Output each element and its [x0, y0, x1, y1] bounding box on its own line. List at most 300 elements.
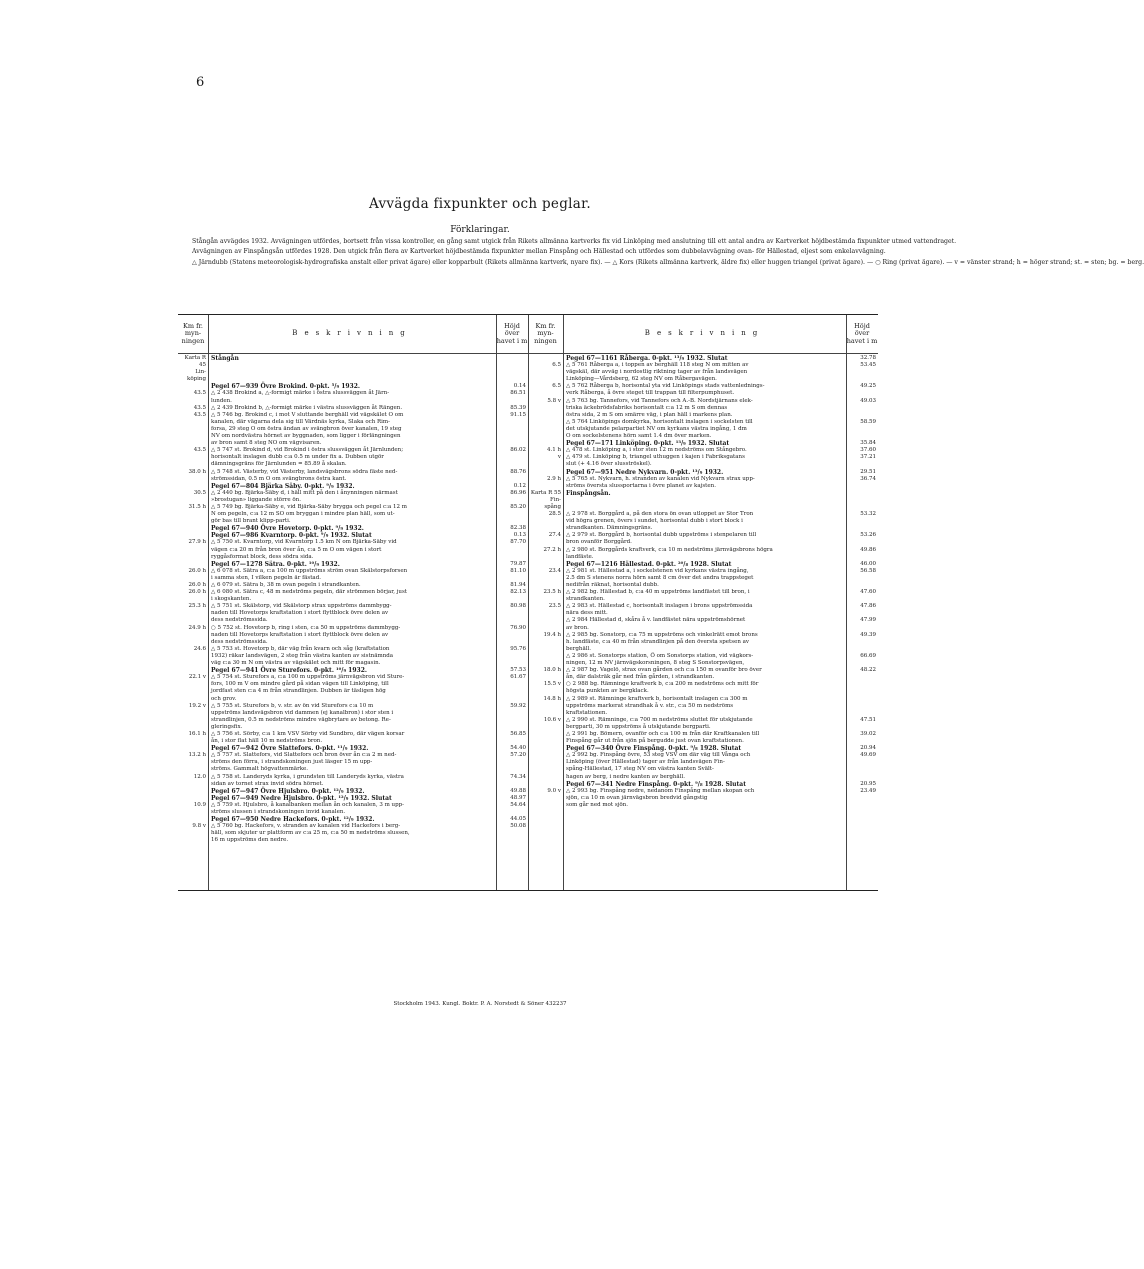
height-cell: 20.94 [860, 745, 876, 752]
table-row [528, 781, 878, 788]
height-cell: 44.05 [510, 816, 526, 823]
table-row [178, 632, 528, 639]
table-row [178, 696, 528, 703]
description-cell: vägen c:a 20 m från bron över ån, c:a 5 m O om vägen i stort [211, 546, 382, 553]
height-cell: 20.95 [860, 780, 876, 787]
description-cell: ströms översta slussportarna i övre planet av kajsten. [566, 482, 716, 489]
description-cell: i samma sten, I vilken pegeln är fästad. [211, 574, 321, 581]
km-cell [528, 405, 563, 412]
height-cell [846, 412, 878, 419]
height-cell [496, 426, 528, 433]
table-row [178, 639, 528, 646]
height-cell [846, 518, 878, 525]
table-row [528, 554, 878, 561]
height-cell [846, 795, 878, 802]
description-cell: uppströms landsvägsbron vid dammen (ej kanalbron) i stor sten i [211, 709, 394, 716]
table-row [178, 795, 528, 802]
km-cell: Karta R 55 [530, 489, 561, 496]
km-cell: 16.1 h [188, 730, 206, 737]
description-cell: dess nedströmssida. [211, 617, 268, 624]
table-row [178, 447, 528, 454]
table-row [178, 809, 528, 816]
description-cell: Pegel 67—804 Bjärka Säby. 0-pkt. ⁹/₉ 1932. [211, 482, 355, 490]
height-cell [846, 426, 878, 433]
height-cell: 85.39 [510, 404, 526, 411]
page-number: 6 [196, 75, 205, 90]
km-cell [528, 390, 563, 397]
description-cell: spång-Hällestad, 17 steg NV om västra kanten Svält- [566, 766, 714, 773]
table-row [178, 837, 528, 844]
description-cell: ströms slussen i strandskoningen invid kanalen. [211, 809, 346, 815]
height-cell [496, 617, 528, 624]
description-cell: horisontalt inslagen dubb c:a 0.5 m under fix a. Dubben utgör [211, 454, 384, 461]
intro-paragraph: Stångån avvägdes 1932. Avvägningen utfördes, bortsett från vissa kontroller, en gång samt utgick från Rikets allmänna kartverks fix vid Linköping med anslutning till ett antal andra av Kartverket höjdbestämda fixpunkter utmed vattendraget. [192, 238, 957, 245]
description-cell: △ 5 765 st. Nykvarn, h. stranden av kanalen vid Nykvarn strax upp- [566, 475, 755, 482]
description-cell: Pegel 67—942 Övre Slattefors. 0-pkt. ¹¹/₉ 1932. [211, 745, 369, 753]
description-cell: strandlinjen, 0.5 m nedströms mindre vägbrytare av betong. Re- [211, 716, 391, 723]
table-row [178, 589, 528, 596]
height-cell: 47.86 [860, 603, 876, 610]
height-cell: 47.99 [860, 617, 876, 624]
km-cell [178, 759, 208, 766]
table-row [528, 589, 878, 596]
table-row [178, 355, 528, 369]
description-cell: Pegel 67—1161 Råberga. 0-pkt. ¹³/₉ 1932. Slutat [566, 355, 728, 362]
height-cell [846, 504, 878, 511]
km-cell [528, 596, 563, 603]
height-cell [846, 575, 878, 582]
km-cell [528, 738, 563, 745]
intro-text [178, 238, 1144, 269]
table-row [178, 390, 528, 397]
description-cell: Pegel 67—1216 Hällestad. 0-pkt. ²⁰/₈ 1928. Slutat [566, 560, 732, 568]
description-cell: Linköping—Vårdsberg, 62 steg NV om Råbergavägen. [566, 376, 717, 383]
height-cell [496, 653, 528, 660]
km-cell [528, 376, 563, 383]
table-row [528, 490, 878, 497]
description-cell: Pegel 67—941 Övre Sturefors. 0-pkt. ¹⁰/₉ 1932. [211, 667, 367, 675]
header-height-right: Höjd över havet i m [846, 321, 878, 345]
km-cell [528, 724, 563, 731]
table-row [178, 554, 528, 561]
height-cell [496, 717, 528, 724]
km-cell [528, 653, 563, 660]
km-cell [178, 511, 208, 518]
km-cell: Lin- [195, 369, 206, 376]
table-row [528, 617, 878, 624]
description-cell: △ 2 987 bg. Vagelö, strax ovan gården och c:a 150 m ovanför bro över [566, 667, 762, 674]
description-cell: och grov. [211, 695, 237, 702]
height-cell: 76.90 [510, 624, 526, 631]
height-cell [496, 497, 528, 504]
km-cell [178, 738, 208, 745]
height-cell [496, 454, 528, 461]
km-cell [178, 667, 208, 674]
height-cell [846, 802, 878, 809]
height-cell: 61.67 [510, 674, 526, 681]
height-cell [846, 525, 878, 532]
description-cell: i skogskanten. [211, 596, 252, 603]
height-cell [496, 766, 528, 773]
description-cell: △ 5 753 st. Hovetorp b, där väg från kvarn och såg (kraftstation [211, 645, 390, 652]
description-cell: 16 m uppströms den nedre. [211, 837, 289, 844]
table-row [178, 703, 528, 710]
description-cell: verk Råberga, å övre steget till trappan till filterpumphuset. [566, 390, 735, 397]
km-cell [528, 461, 563, 468]
table-row [528, 717, 878, 724]
description-cell: △ 5 757 st. Slattefors, vid Slattefors och bron över ån c:a 2 m ned- [211, 752, 397, 759]
description-cell: Pegel 67—951 Nedre Nykvarn. 0-pkt. ¹³/₉ 1932. [566, 468, 724, 476]
header-description-left: Beskrivning [292, 329, 412, 338]
table-row [178, 398, 528, 405]
description-cell: △ 2 985 bg. Sonstorp, c:a 75 m uppströms och vinkelrätt emot brons [566, 631, 758, 638]
km-cell: 10.6 v [543, 716, 561, 723]
header-description-right: Beskrivning [644, 329, 765, 338]
table-row [528, 681, 878, 688]
table-row [528, 476, 878, 483]
description-cell: dess nedströmssida. [211, 638, 268, 645]
km-cell: 2.9 h [546, 475, 561, 482]
height-cell [846, 433, 878, 440]
km-cell [178, 518, 208, 525]
table-row [178, 582, 528, 589]
table-row [178, 603, 528, 610]
km-cell [178, 454, 208, 461]
height-cell: 49.39 [860, 631, 876, 638]
table-row [178, 781, 528, 788]
km-cell: 26.0 h [188, 582, 206, 588]
km-cell: 22.1 v [188, 674, 206, 681]
rows-left [178, 355, 528, 844]
km-cell: 6.5 [552, 383, 561, 390]
description-cell: △ 5 760 bg. Hackefors, v. stranden av kanalen vid Hackefors i berg- [211, 823, 401, 830]
km-cell [528, 625, 563, 632]
km-cell: 4.1 h [546, 447, 561, 454]
description-cell: ningen, 12 m NV järnvägskorsningen, 8 steg S Sonstorpsvägen, [566, 660, 745, 667]
height-cell: 54.40 [510, 745, 526, 752]
description-cell: som går ned mot sjön. [566, 801, 628, 808]
description-cell: △ 2 440 bg. Bjärka-Säby d, i häll mitt på den i ånynningen närmast [211, 489, 398, 496]
table-row [528, 497, 878, 504]
height-cell: 48.22 [860, 667, 876, 674]
table-row [528, 731, 878, 738]
km-cell [178, 440, 208, 447]
height-cell [496, 681, 528, 688]
description-cell: Pegel 67—1278 Sätra. 0-pkt. ¹⁰/₉ 1932. [211, 560, 340, 568]
km-cell: 15.5 v [543, 681, 561, 688]
table-row [528, 568, 878, 575]
km-cell [178, 461, 208, 468]
height-cell [846, 646, 878, 653]
table-row [178, 483, 528, 490]
description-cell: △ 5 756 st. Sörby, c:a 1 km VSV Sörby vid Sundbro, där vägen korsar [211, 730, 405, 737]
km-cell [178, 795, 208, 802]
height-cell [846, 625, 878, 632]
km-cell: v [557, 454, 561, 461]
km-cell [178, 660, 208, 667]
description-cell: △ 2 986 st. Sonstorps station, Ö om Sonstorps station, vid vägkors- [566, 652, 754, 659]
intro-paragraph: △ Järndubb (Statens meteorologisk-hydrografiska anstalt eller privat ägare) eller kopparbult (Rikets allmänna kartverk, nyare fix). — △ Kors (Rikets allmänna kartverk, äldre fix) eller huggen triangel (privat ägare). — ○ Ring (privat ägare). — v = vänster strand; h = höger strand; st. = sten; bg. = berg. [192, 258, 1144, 266]
description-cell [208, 369, 496, 376]
description-cell: ryggåsformat block, dess södra sida. [211, 553, 314, 560]
height-cell: 57.20 [510, 752, 526, 759]
description-cell: Pegel 67—939 Övre Brokind. 0-pkt. ⁵/₉ 1932. [211, 383, 360, 391]
height-cell: 80.98 [510, 603, 526, 610]
height-cell: 0.14 [513, 383, 526, 390]
table-row [178, 724, 528, 731]
description-cell: Pegel 67—947 Övre Hjulsbro. 0-pkt. ¹²/₉ 1932. [211, 787, 365, 795]
height-cell: 0.12 [513, 482, 526, 489]
km-cell [528, 419, 563, 426]
km-cell [528, 759, 563, 766]
description-cell: O om sockelstenens hörn samt 1.4 dm över marken. [566, 433, 712, 440]
description-cell: △ 2 983 st. Hällestad c, horisontalt inslagen i brons uppströmssida [566, 603, 753, 610]
km-cell [528, 774, 563, 781]
description-cell: △ 5 754 st. Sturefors a, c:a 100 m uppströms järnvägsbron vid Sture- [211, 674, 405, 681]
table-row [528, 696, 878, 703]
table-row [528, 625, 878, 632]
description-cell: Pegel 67—949 Nedre Hjulsbro. 0-pkt. ¹²/₉ 1932. Slutat [211, 794, 392, 802]
km-cell [178, 632, 208, 639]
description-cell: △ 2 984 Hällestad d, skåra å v. landfästet nära uppströmshörnet [566, 617, 746, 624]
description-cell: △ 6 078 st. Sätra a, c:a 100 m uppströms ström ovan Skälstorpsforsen [211, 567, 408, 574]
height-cell [496, 660, 528, 667]
height-cell: 53.26 [860, 532, 876, 539]
height-cell: 48.97 [510, 794, 526, 801]
km-cell [178, 433, 208, 440]
height-cell: 49.25 [860, 383, 876, 390]
km-cell [528, 731, 563, 738]
table-row [528, 632, 878, 639]
table-row [178, 710, 528, 717]
description-cell: slut (+ 4.16 över slusströskel). [566, 461, 652, 468]
table-row [178, 525, 528, 532]
description-cell: berghäll. [566, 645, 592, 652]
table-row [528, 433, 878, 440]
height-cell [846, 369, 878, 376]
height-cell: 56.58 [860, 567, 876, 574]
km-cell [178, 383, 208, 390]
description-cell: fors, 100 m V om mindre gård på sidan vägen till Linköping, till [211, 681, 389, 688]
height-cell: 95.76 [510, 645, 526, 652]
table-row [178, 568, 528, 575]
km-cell [178, 497, 208, 504]
description-cell: Pegel 67—340 Övre Finspång. 0-pkt. ⁹/₈ 1928. Slutat [566, 745, 742, 753]
height-cell [496, 369, 528, 376]
description-cell: △ 2 989 st. Rämninge kraftverk b, horisontalt inslagen c:a 300 m [566, 695, 748, 702]
table-row [528, 653, 878, 660]
km-cell: köping [187, 376, 206, 383]
description-cell: nedifrån räknat, horisontal dubb. [566, 582, 659, 588]
description-cell: Pegel 67—171 Linköping. 0-pkt. ¹³/₉ 1932. Slutat [566, 440, 730, 448]
table-row [528, 788, 878, 795]
table-row [178, 610, 528, 617]
height-cell [496, 547, 528, 554]
km-cell [528, 674, 563, 681]
km-cell: 24.9 h [188, 624, 206, 631]
description-cell: triska äckebrödsfabriks horisontalt c:a 12 m S om dennas [566, 404, 728, 411]
table-row [178, 625, 528, 632]
description-cell: strömssidan, 0.5 m O om svängbrons östra kant. [211, 475, 347, 482]
description-cell: △ 5 759 st. Hjulsbro, å kanalbanken mellan ån och kanalen, 3 m upp- [211, 801, 404, 808]
height-cell: 35.84 [860, 440, 876, 447]
description-cell: Pegel 67—940 Övre Hovetorp. 0-pkt. ⁹/₉ 1932. [211, 525, 364, 533]
height-cell: 81.94 [510, 582, 526, 588]
km-cell [528, 766, 563, 773]
table-row [178, 667, 528, 674]
table-row [178, 802, 528, 809]
height-cell [496, 554, 528, 561]
km-cell: 26.0 h [188, 589, 206, 596]
height-cell: 88.76 [510, 468, 526, 475]
table-row [178, 469, 528, 476]
description-cell: Pegel 67—341 Nedre Finspång. 0-pkt. ⁹/₈ 1928. Slutat [566, 780, 746, 788]
height-cell: 57.53 [510, 667, 526, 674]
km-cell [178, 596, 208, 603]
description-cell: △ 5 746 bg. Brokind c, i mot V sluttande berghäll vid vägskälet O om [211, 411, 404, 418]
km-cell: 23.5 h [543, 589, 561, 596]
description-cell: Linköping (över Hällestad) tager av från landsvägen Fin- [566, 759, 725, 766]
table-row [178, 738, 528, 745]
km-cell [178, 766, 208, 773]
km-cell [528, 469, 563, 476]
table-row [528, 674, 878, 681]
km-cell: 43.5 [193, 390, 206, 397]
description-cell: ån, där dalsträk går ned från gården, i strandkanten. [566, 674, 715, 681]
km-cell [528, 554, 563, 561]
description-cell: △ 5 755 st. Sturefors b, v. str. av ön vid Sturefors c:a 10 m [211, 702, 374, 709]
table-row [528, 461, 878, 468]
table-row [528, 390, 878, 397]
km-cell [178, 681, 208, 688]
description-cell: Finspångsån. [566, 489, 611, 497]
description-cell [563, 504, 846, 511]
table-row [528, 547, 878, 554]
description-cell: ån, i stor flat häll 10 m nedströms bron. [211, 738, 323, 745]
description-cell: östra sida, 2 m S om smärre väg, i plan häll i markens plan. [566, 411, 733, 418]
height-cell [496, 440, 528, 447]
height-cell [846, 497, 878, 504]
description-cell: △ 6 080 st. Sätra c, 48 m nedströms pegeln, där strömmen börjar, just [211, 589, 408, 596]
height-cell: 0.13 [513, 532, 526, 539]
height-cell [496, 610, 528, 617]
table-row [178, 788, 528, 795]
height-cell [496, 809, 528, 816]
table-row [178, 497, 528, 504]
km-cell: 23.4 [548, 567, 561, 574]
km-cell: Fin- [550, 496, 561, 503]
km-cell [528, 617, 563, 624]
description-cell: strandkanten. Dämningsgräns. [566, 525, 653, 532]
km-cell: 31.5 h [188, 503, 206, 510]
height-cell: 86.02 [510, 447, 526, 454]
height-cell [846, 774, 878, 781]
km-cell [528, 745, 563, 752]
description-cell: uppströms markerat strandhak å v. str., c:a 50 m nedströms [566, 702, 734, 709]
height-cell: 79.87 [510, 560, 526, 567]
description-cell: N om pegeln, c:a 12 m SO om bryggan i mindre plan häll, som ut- [211, 511, 395, 518]
km-cell [528, 518, 563, 525]
rows-right [528, 355, 878, 809]
km-cell: 38.0 h [188, 468, 206, 475]
table-row [528, 412, 878, 419]
table-row [528, 398, 878, 405]
description-cell [563, 497, 846, 504]
height-cell: 66.69 [860, 652, 876, 659]
height-cell: 49.69 [860, 752, 876, 759]
height-cell: 82.38 [510, 525, 526, 532]
km-cell [528, 752, 563, 759]
height-cell [846, 660, 878, 667]
table-row [528, 710, 878, 717]
table-row [528, 504, 878, 511]
table-row [528, 561, 878, 568]
km-cell: 27.2 h [543, 546, 561, 553]
page-title: Avvägda fixpunkter och peglar. [368, 196, 591, 212]
height-cell [496, 724, 528, 731]
description-cell: △ 5 748 st. Västerby, vid Västerby, landsvägsbrons södra fäste ned- [211, 468, 398, 475]
table-row [178, 547, 528, 554]
height-cell [846, 759, 878, 766]
height-cell [846, 483, 878, 490]
table-row [528, 639, 878, 646]
km-cell [528, 646, 563, 653]
km-cell: 24.6 [193, 645, 206, 652]
height-cell [846, 696, 878, 703]
description-cell: Pegel 67—950 Nedre Hackefors. 0-pkt. ¹²/₉ 1932. [211, 816, 375, 824]
height-cell: 86.51 [510, 390, 526, 397]
description-cell: △ 2 978 st. Borggård a, på den stora ön ovan utloppet av Stor Tron [566, 511, 754, 518]
km-cell [528, 639, 563, 646]
height-cell [496, 688, 528, 695]
height-cell: 32.78 [860, 355, 876, 361]
height-cell: 74.34 [510, 773, 526, 780]
height-cell: 29.51 [860, 468, 876, 475]
height-cell [496, 639, 528, 646]
description-cell: △ 5 762 Råberga b, horisontal yta vid Linköpings stads vattenlednings- [566, 383, 765, 390]
km-cell: 18.0 h [543, 667, 561, 674]
height-cell [496, 710, 528, 717]
description-cell: vägskäl, där avväg i nordostlig riktning tager av från landsvägen [566, 369, 748, 376]
km-cell [178, 398, 208, 405]
height-cell: 82.13 [510, 589, 526, 596]
table-row [178, 490, 528, 497]
height-cell [846, 405, 878, 412]
km-cell [528, 561, 563, 568]
km-cell [178, 837, 208, 844]
table-row [178, 816, 528, 823]
table-row [528, 483, 878, 490]
table-row [178, 774, 528, 781]
height-cell [846, 766, 878, 773]
table-row [528, 738, 878, 745]
km-cell [528, 433, 563, 440]
km-cell: 28.5 [548, 511, 561, 518]
description-cell: 2.5 dm S stenens norra hörn samt 8 cm över det andra trappsteget [566, 574, 754, 581]
description-cell: △ 2 992 bg. Finspång övre, 53 steg VSV om där väg till Vånga och [566, 752, 751, 759]
km-cell: 43.5 [193, 411, 206, 418]
height-cell [496, 837, 528, 844]
km-cell: 27.9 h [188, 539, 206, 546]
description-cell: det utskjutande pelarpartiet NV om kyrkans västra ingång, 1 dm [566, 425, 747, 432]
page-subtitle: Förklaringar. [450, 225, 510, 235]
description-cell: Pegel 67—986 Kvarntorp. 0-pkt. ⁹/₉ 1932. Slutat [211, 532, 372, 540]
intro-paragraph: Avvägningen av Finspångsån utfördes 1928. Den utgick från flera av Kartverket höjdbestämda fixpunkter mellan Finspång och Hällestad och utfördes som dubbelavvägning ovan- för Hällestad, eljest som enkelavvägning. [192, 248, 886, 256]
description-cell: vid högra grenen, övers i sundet, horisontal dubb i stort block i [566, 518, 743, 525]
description-cell: 1932) räkar landsvägen, 2 steg från västra kanten av sistnämnda [211, 652, 394, 659]
km-cell [178, 830, 208, 837]
km-cell: 19.2 v [188, 702, 206, 709]
